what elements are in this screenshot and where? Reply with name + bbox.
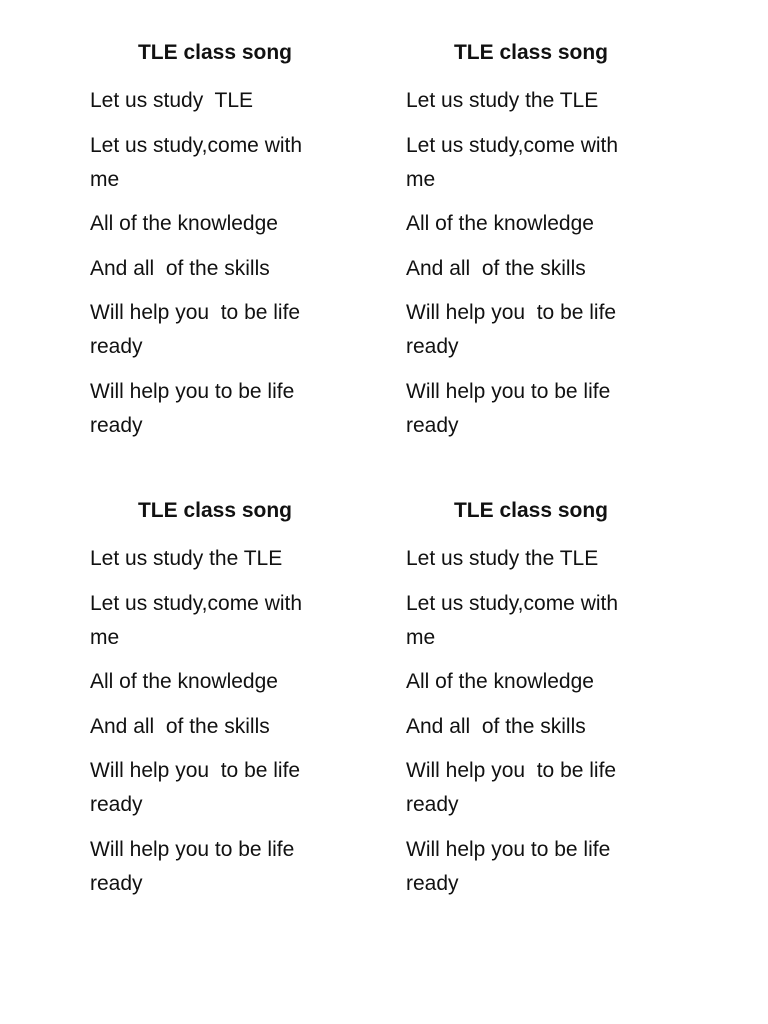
- song-line: All of the knowledge: [406, 670, 594, 693]
- song-line: Will help you to be life ready: [90, 301, 301, 358]
- song-line: Will help you to be life ready: [90, 837, 295, 895]
- song-line: Let us study TLE: [90, 89, 254, 112]
- song-line: And all of the skills: [406, 714, 586, 738]
- song-line: Let us study,come with me: [90, 591, 303, 649]
- song-line: And all of the skills: [90, 256, 270, 280]
- song-line: All of the knowledge: [406, 212, 594, 235]
- song-title: TLE class song: [137, 499, 293, 522]
- song-line: Will help you to be life ready: [406, 837, 611, 895]
- song-line: Let us study the TLE: [406, 89, 599, 112]
- song-block-bottom-right: [406, 498, 656, 911]
- song-line: And all of the skills: [90, 714, 270, 738]
- song-line: Will help you to be life ready: [406, 379, 611, 437]
- song-line: Will help you to be life ready: [90, 759, 301, 816]
- song-block-top-right: [406, 40, 656, 453]
- song-line: All of the knowledge: [90, 670, 278, 693]
- song-line: Will help you to be life ready: [406, 759, 617, 816]
- song-line: And all of the skills: [406, 256, 586, 280]
- song-line: Let us study the TLE: [90, 547, 283, 570]
- song-line: Let us study the TLE: [406, 547, 599, 570]
- song-line: Let us study,come with me: [406, 133, 619, 191]
- song-line: Let us study,come with me: [90, 133, 303, 191]
- song-title: TLE class song: [453, 499, 609, 522]
- song-line: Will help you to be life ready: [90, 379, 295, 437]
- song-block-bottom-left: [90, 498, 340, 911]
- song-line: Will help you to be life ready: [406, 301, 617, 358]
- song-line: Let us study,come with me: [406, 591, 619, 649]
- song-line: All of the knowledge: [90, 212, 278, 235]
- song-title: TLE class song: [453, 41, 609, 64]
- song-title: TLE class song: [137, 41, 293, 64]
- song-block-top-left: [90, 40, 340, 453]
